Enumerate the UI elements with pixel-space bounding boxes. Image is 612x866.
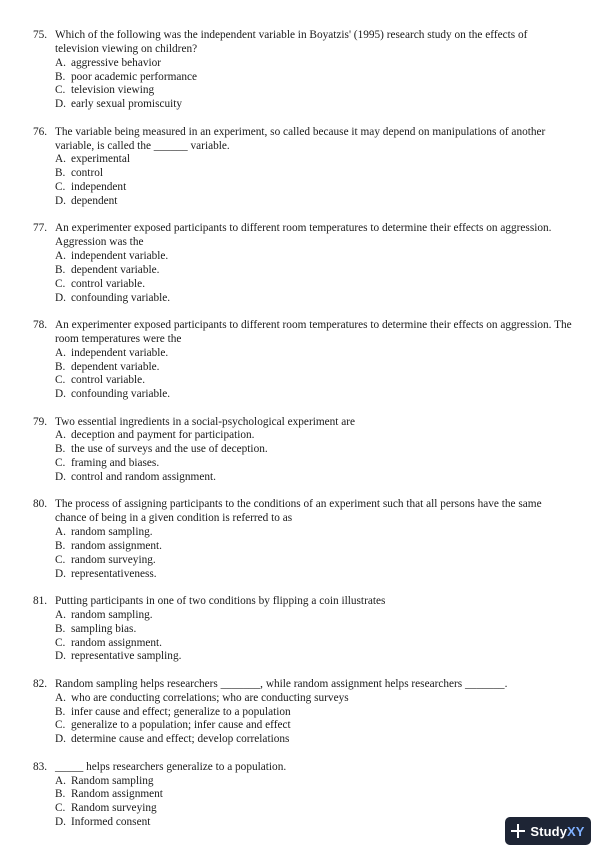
option-text: dependent variable. [71,360,160,373]
question-text: Random sampling helps researchers _______, while random assignment helps researchers _______. [55,677,508,690]
question-text: The process of assigning participants to the conditions of an experiment such that all persons have the same chance of being in a given condition is referred to as [55,498,542,525]
answer-option [55,98,572,112]
brand-suffix: XY [567,823,585,839]
answer-options [33,347,572,402]
option-text: independent variable. [71,346,169,359]
option-letter: B. [55,70,66,83]
question-block [33,222,572,305]
option-letter: A. [55,526,66,539]
option-letter: A. [55,153,66,166]
question-stem [33,678,572,692]
question-stem [33,126,572,154]
option-text: infer cause and effect; generalize to a population [71,705,291,718]
question-text: Putting participants in one of two conditions by flipping a coin illustrates [55,595,386,608]
answer-options [33,429,572,484]
answer-option [55,278,572,292]
answer-option [55,609,572,623]
answer-option [55,802,572,816]
answer-option [55,250,572,264]
answer-option [55,153,572,167]
question-number: 81. [33,595,48,608]
answer-option [55,471,572,485]
question-number: 77. [33,222,48,235]
option-letter: C. [55,374,66,387]
question-block [33,319,572,402]
option-text: dependent [71,194,118,207]
option-text: deception and payment for participation. [71,429,255,442]
question-number: 78. [33,318,48,331]
question-list [0,29,612,844]
answer-option [55,429,572,443]
option-letter: D. [55,291,66,304]
question-stem [33,595,572,609]
answer-option [55,637,572,651]
answer-option [55,388,572,402]
option-letter: C. [55,802,66,815]
question-block [33,29,572,112]
answer-option [55,554,572,568]
answer-option [55,167,572,181]
answer-option [55,719,572,733]
option-letter: D. [55,194,66,207]
option-text: Random assignment [71,788,163,801]
question-stem [33,319,572,347]
option-text: determine cause and effect; develop correlations [71,733,290,746]
option-text: experimental [71,153,130,166]
answer-option [55,816,572,830]
question-number: 83. [33,760,48,773]
option-text: representativeness. [71,567,157,580]
answer-option [55,195,572,209]
question-block [33,416,572,485]
option-text: sampling bias. [71,622,137,635]
answer-option [55,292,572,306]
option-text: early sexual promiscuity [71,98,183,111]
question-stem [33,761,572,775]
question-number: 76. [33,125,48,138]
question-stem [33,498,572,526]
option-text: generalize to a population; infer cause and effect [71,719,291,732]
answer-option [55,568,572,582]
question-block [33,498,572,581]
option-letter: A. [55,346,66,359]
option-letter: D. [55,733,66,746]
option-text: random surveying. [71,553,156,566]
question-block [33,595,572,664]
option-letter: A. [55,56,66,69]
answer-option [55,650,572,664]
answer-option [55,347,572,361]
option-letter: C. [55,553,66,566]
option-text: dependent variable. [71,263,160,276]
option-letter: D. [55,567,66,580]
answer-option [55,443,572,457]
option-text: control and random assignment. [71,471,216,483]
option-letter: A. [55,250,66,262]
question-stem [33,222,572,250]
option-text: aggressive behavior [71,56,162,69]
answer-options [33,526,572,581]
question-text: The variable being measured in an experiment, so called because it may depend on manipulations of another variable, is called the ______ variable. [55,125,546,152]
question-text: _____ helps researchers generalize to a population. [55,760,287,773]
answer-option [55,264,572,278]
answer-option [55,57,572,71]
question-number: 80. [33,498,48,511]
option-text: poor academic performance [71,70,198,83]
answer-option [55,788,572,802]
question-number: 82. [33,677,48,690]
option-letter: A. [55,691,66,704]
question-block [33,678,572,747]
studyxy-logo[interactable] [505,817,591,845]
option-letter: C. [55,719,66,732]
answer-option [55,733,572,747]
answer-options [33,609,572,664]
option-letter: B. [55,360,66,373]
option-letter: C. [55,84,66,97]
answer-option [55,706,572,720]
option-text: independent [71,181,127,194]
option-text: Random sampling [71,774,154,787]
answer-options [33,775,572,830]
option-text: Informed consent [71,816,151,829]
option-letter: C. [55,636,66,649]
brand-prefix: Study [530,823,568,839]
question-stem [33,416,572,430]
option-text: control [71,167,103,180]
answer-option [55,84,572,98]
question-number: 79. [33,415,48,428]
question-text: Two essential ingredients in a social-psychological experiment are [55,415,356,428]
option-letter: D. [55,650,66,663]
option-letter: D. [55,98,66,111]
plus-icon [511,824,525,838]
question-text: An experimenter exposed participants to different room temperatures to determine their effects on aggression. The room temperatures were the [55,318,572,345]
option-letter: A. [55,429,66,442]
question-block [33,126,572,209]
question-text: Which of the following was the independent variable in Boyatzis' (1995) research study on the effects of television viewing on children? [55,29,528,55]
question-stem [33,29,572,57]
answer-option [55,374,572,388]
option-text: Random surveying [71,802,157,815]
option-letter: D. [55,816,66,829]
option-text: the use of surveys and the use of deception. [71,443,268,456]
option-letter: B. [55,443,66,456]
option-text: control variable. [71,277,146,290]
option-letter: C. [55,277,66,290]
option-letter: D. [55,388,66,401]
option-letter: D. [55,471,66,483]
option-text: control variable. [71,374,146,387]
option-text: independent variable. [71,250,169,262]
question-block [33,761,572,830]
answer-option [55,623,572,637]
option-text: random assignment. [71,539,162,552]
question-text: An experimenter exposed participants to different room temperatures to determine their effects on aggression. Aggression was the [55,222,552,249]
option-text: random sampling. [71,608,153,621]
answer-option [55,71,572,85]
option-letter: B. [55,539,66,552]
option-text: random sampling. [71,526,153,539]
option-text: who are conducting correlations; who are conducting surveys [71,691,349,704]
answer-options [33,57,572,112]
option-text: confounding variable. [71,291,171,304]
answer-option [55,540,572,554]
option-letter: A. [55,774,66,787]
option-letter: B. [55,622,66,635]
answer-option [55,457,572,471]
option-letter: B. [55,705,66,718]
answer-options [33,250,572,305]
answer-options [33,153,572,208]
option-letter: B. [55,167,66,180]
option-text: television viewing [71,84,155,97]
option-text: representative sampling. [71,650,182,663]
answer-option [55,181,572,195]
answer-option [55,526,572,540]
option-letter: B. [55,788,66,801]
option-letter: C. [55,457,66,470]
answer-option [55,775,572,789]
option-letter: C. [55,181,66,194]
question-number: 75. [33,29,48,41]
option-letter: A. [55,608,66,621]
answer-option [55,361,572,375]
option-letter: B. [55,263,66,276]
option-text: random assignment. [71,636,162,649]
option-text: framing and biases. [71,457,160,470]
option-text: confounding variable. [71,388,171,401]
answer-option [55,692,572,706]
answer-options [33,692,572,747]
